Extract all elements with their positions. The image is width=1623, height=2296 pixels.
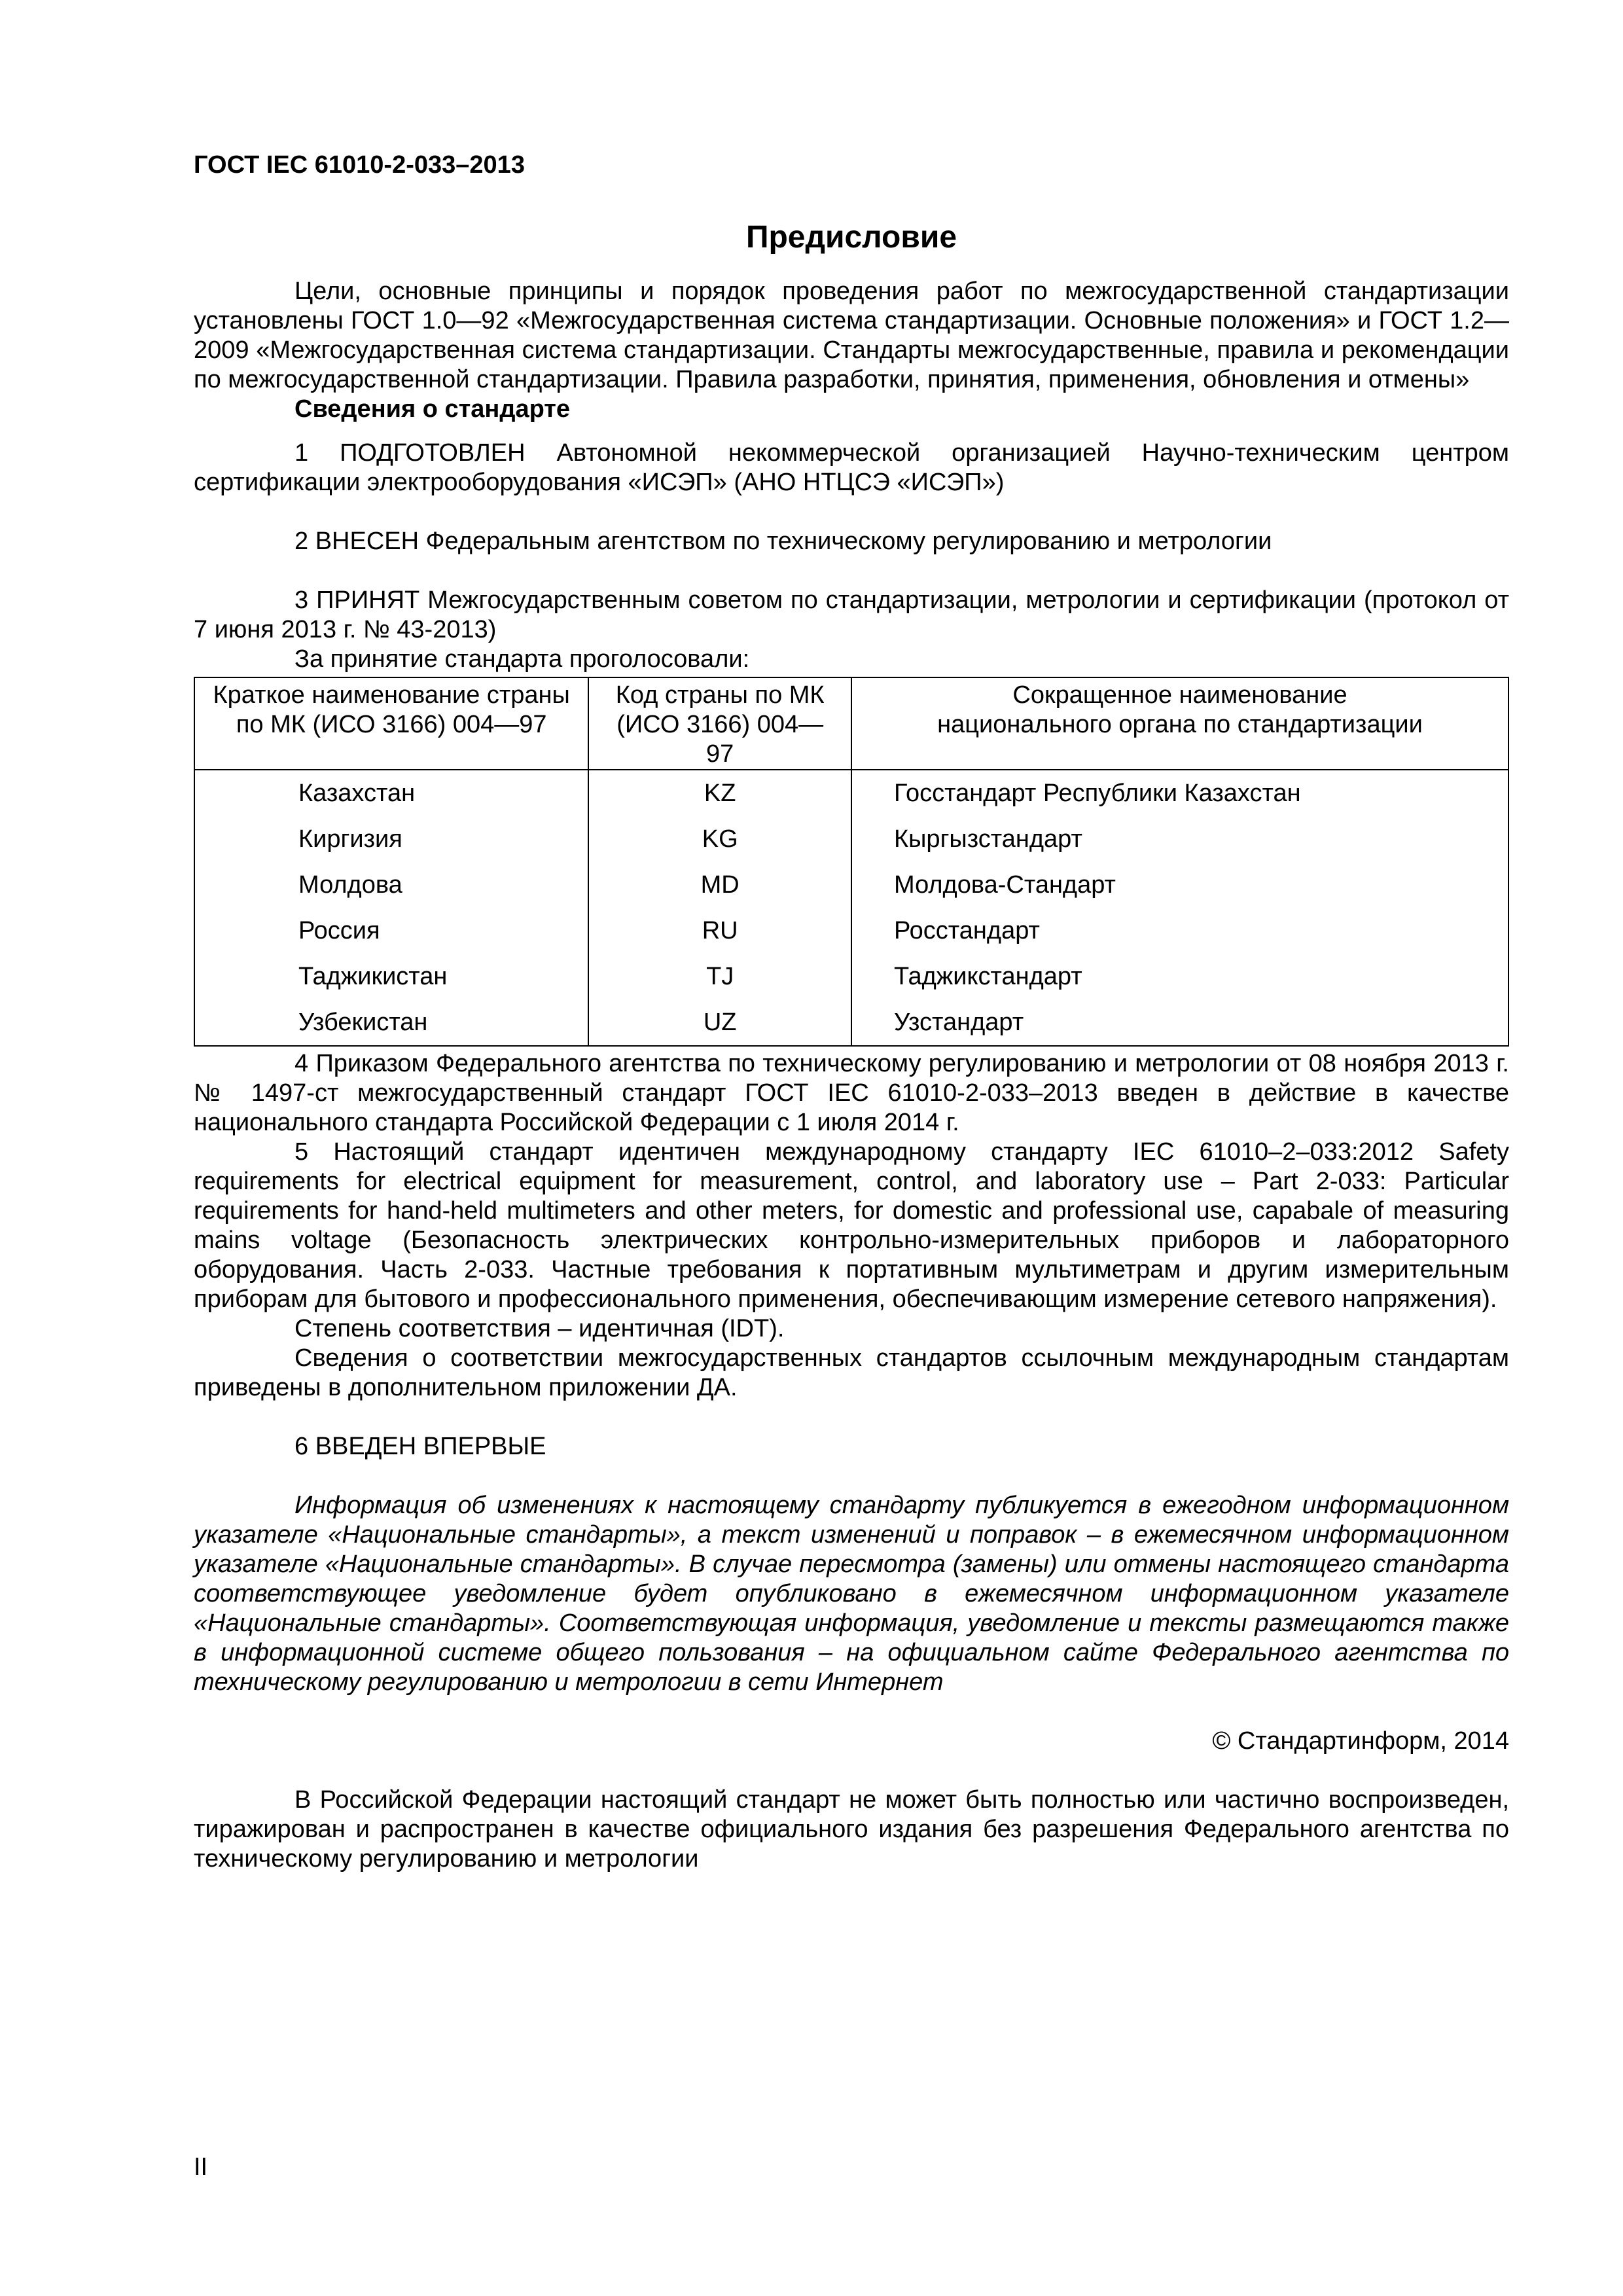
cell-country: Молдова: [194, 862, 588, 908]
voting-table: [194, 677, 1509, 1047]
cell-body: Росстандарт: [851, 908, 1508, 954]
section-subtitle: Сведения о стандарте: [294, 395, 571, 423]
changes-information-notice: Информация об изменениях к настоящему стандарту публикуется в ежегодном информационном указателе «Национальные стандарты», а текст изменений и поправок – в ежемесячном информационном указателе «Национальные стандарты». В случае пересмотра (замены) или отмены настоящего стандарта соответствующее уведомление будет опубликовано в ежемесячном информационном указателе «Национальные стандарты». Соответствующая информация, уведомление и тексты размещаются также в информационной системе общего пользования – на официальном сайте Федерального агентства по техническому регулированию и метрологии в сети Интернет: [194, 1492, 1509, 1696]
cell-code: MD: [588, 862, 851, 908]
copyright: © Стандартинформ, 2014: [1212, 1727, 1509, 1755]
table-row: [194, 862, 1508, 908]
header-country-code: Код страны по МК (ИСО 3166) 004—97: [588, 677, 851, 770]
table-header-row: [194, 677, 1508, 770]
cell-body: Таджикстандарт: [851, 954, 1508, 999]
item-6-first-introduced: 6 ВВЕДЕН ВПЕРВЫЕ: [294, 1433, 546, 1460]
header-national-body: Сокращенное наименование национального органа по стандартизации: [851, 677, 1508, 770]
cell-code: RU: [588, 908, 851, 954]
rights-notice: В Российской Федерации настоящий стандарт не может быть полностью или частично воспроизведен, тиражирован и распространен в качестве официального издания без разрешения Федерального агентства по техническому регулированию и метрологии: [194, 1786, 1509, 1873]
table-row: [194, 954, 1508, 999]
cell-body: Узстандарт: [851, 999, 1508, 1046]
item-2-introduced: 2 ВНЕСЕН Федеральным агентством по техническому регулированию и метрологии: [294, 528, 1272, 555]
item-5-degree: Степень соответствия – идентичная (IDT).: [294, 1315, 785, 1342]
cell-code: KG: [588, 816, 851, 862]
page-number: II: [194, 2153, 208, 2181]
table-row: [194, 816, 1508, 862]
table-row: [194, 999, 1508, 1046]
cell-body: Кыргызстандарт: [851, 816, 1508, 862]
table-row: [194, 770, 1508, 816]
intro-paragraph: Цели, основные принципы и порядок проведения работ по межгосударственной стандартизации установлены ГОСТ 1.0—92 «Межгосударственная система стандартизации. Основные положения» и ГОСТ 1.2—2009 «Межгосударственная система стандартизации. Стандарты межгосударственные, правила и рекомендации по межгосударственной стандартизации. Правила разработки, принятия, применения, обновления и отмены»: [194, 278, 1509, 393]
cell-code: KZ: [588, 770, 851, 816]
cell-country: Казахстан: [194, 770, 588, 816]
table-row: [194, 908, 1508, 954]
voted-label: За принятие стандарта проголосовали:: [294, 645, 750, 673]
cell-country: Таджикистан: [194, 954, 588, 999]
item-5-identical: 5 Настоящий стандарт идентичен международному стандарту IEC 61010–2–033:2012 Safety requirements for electrical equipment for measurement, control, and laboratory use – Part 2-033: Particular requirements for hand-held multimeters and other meters, for domestic and professional use, capabale of measuring mains voltage (Безопасность электрических контрольно-измерительных приборов и лабораторного оборудования. Часть 2-033. Частные требования к портативным мультиметрам и другим измерительным приборам для бытового и профессионального применения, обеспечивающим измерение сетевого напряжения).: [194, 1138, 1509, 1313]
cell-country: Киргизия: [194, 816, 588, 862]
item-1-prepared: 1 ПОДГОТОВЛЕН Автономной некоммерческой организацией Научно-техническим центром сертификации электрооборудования «ИСЭП» (АНО НТЦСЭ «ИСЭП»): [194, 439, 1509, 496]
document-code: ГОСТ IEC 61010-2-033–2013: [194, 151, 525, 179]
cell-country: Россия: [194, 908, 588, 954]
cell-code: TJ: [588, 954, 851, 999]
cell-body: Молдова-Стандарт: [851, 862, 1508, 908]
item-3-adopted: 3 ПРИНЯТ Межгосударственным советом по стандартизации, метрологии и сертификации (протокол от 7 июня 2013 г. № 43-2013): [194, 586, 1509, 643]
header-country-name: Краткое наименование страны по МК (ИСО 3166) 004—97: [194, 677, 588, 770]
cell-country: Узбекистан: [194, 999, 588, 1046]
page-title: Предисловие: [745, 220, 957, 255]
cell-code: UZ: [588, 999, 851, 1046]
cell-body: Госстандарт Республики Казахстан: [851, 770, 1508, 816]
document-page: [194, 151, 1509, 1874]
item-5-info: Сведения о соответствии межгосударственных стандартов ссылочным международным стандартам приведены в дополнительном приложении ДА.: [194, 1344, 1509, 1401]
item-4-order: 4 Приказом Федерального агентства по техническому регулированию и метрологии от 08 ноября 2013 г. № 1497-ст межгосударственный стандарт ГОСТ IEC 61010-2-033–2013 введен в действие в качестве национального стандарта Российской Федерации с 1 июля 2014 г.: [194, 1050, 1509, 1136]
